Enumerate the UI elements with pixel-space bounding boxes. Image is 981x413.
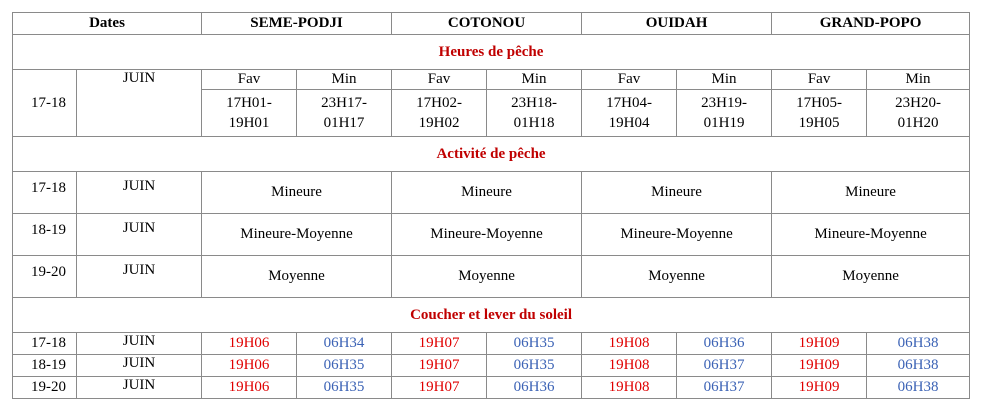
- section-activity-row: [13, 137, 970, 172]
- min-label: Min: [297, 70, 392, 90]
- min-hours-ouidah: 23H19- 01H19: [677, 90, 772, 137]
- activity-month: JUIN: [77, 214, 202, 256]
- fav-hours-cotonou: 17H02- 19H02: [392, 90, 487, 137]
- sunrise-ouidah: 06H36: [677, 333, 772, 355]
- section-sun-row: [13, 298, 970, 333]
- sun-date: 17-18: [13, 333, 77, 355]
- sun-month: JUIN: [77, 377, 202, 399]
- hours-month: JUIN: [77, 70, 202, 137]
- fav-min-row: [13, 70, 970, 90]
- activity-cotonou: Moyenne: [392, 256, 582, 298]
- activity-month: JUIN: [77, 172, 202, 214]
- sunset-seme-podji: 19H06: [202, 377, 297, 399]
- fav-hours-ouidah: 17H04- 19H04: [582, 90, 677, 137]
- section-title-hours: Heures de pêche: [13, 35, 970, 70]
- fav-label: Fav: [202, 70, 297, 90]
- section-hours-row: [13, 35, 970, 70]
- sunset-ouidah: 19H08: [582, 377, 677, 399]
- min-hours-cotonou: 23H18- 01H18: [487, 90, 582, 137]
- sun-row: [13, 333, 970, 355]
- activity-seme-podji: Moyenne: [202, 256, 392, 298]
- sunrise-cotonou: 06H35: [487, 355, 582, 377]
- sun-row: [13, 377, 970, 399]
- fishing-forecast-table: [12, 12, 970, 399]
- sunset-seme-podji: 19H06: [202, 355, 297, 377]
- sunset-ouidah: 19H08: [582, 333, 677, 355]
- header-dates: Dates: [13, 13, 202, 35]
- activity-grand-popo: Moyenne: [772, 256, 970, 298]
- sunrise-seme-podji: 06H35: [297, 355, 392, 377]
- activity-row: [13, 172, 970, 214]
- sunset-cotonou: 19H07: [392, 377, 487, 399]
- min-label: Min: [867, 70, 970, 90]
- sun-date: 19-20: [13, 377, 77, 399]
- sunrise-seme-podji: 06H35: [297, 377, 392, 399]
- header-city-seme-podji: SEME-PODJI: [202, 13, 392, 35]
- min-label: Min: [487, 70, 582, 90]
- activity-seme-podji: Mineure-Moyenne: [202, 214, 392, 256]
- hours-date: 17-18: [13, 70, 77, 137]
- sunset-cotonou: 19H07: [392, 355, 487, 377]
- sunrise-cotonou: 06H35: [487, 333, 582, 355]
- activity-cotonou: Mineure-Moyenne: [392, 214, 582, 256]
- min-label: Min: [677, 70, 772, 90]
- sunrise-grand-popo: 06H38: [867, 355, 970, 377]
- activity-cotonou: Mineure: [392, 172, 582, 214]
- sunrise-grand-popo: 06H38: [867, 333, 970, 355]
- sunset-cotonou: 19H07: [392, 333, 487, 355]
- sun-month: JUIN: [77, 355, 202, 377]
- activity-date: 19-20: [13, 256, 77, 298]
- fav-hours-grand-popo: 17H05- 19H05: [772, 90, 867, 137]
- sunset-ouidah: 19H08: [582, 355, 677, 377]
- fav-label: Fav: [582, 70, 677, 90]
- activity-date: 17-18: [13, 172, 77, 214]
- activity-ouidah: Mineure: [582, 172, 772, 214]
- fav-label: Fav: [772, 70, 867, 90]
- fav-label: Fav: [392, 70, 487, 90]
- sunrise-ouidah: 06H37: [677, 355, 772, 377]
- sunset-grand-popo: 19H09: [772, 377, 867, 399]
- header-city-grand-popo: GRAND-POPO: [772, 13, 970, 35]
- sun-date: 18-19: [13, 355, 77, 377]
- section-title-activity: Activité de pêche: [13, 137, 970, 172]
- activity-grand-popo: Mineure: [772, 172, 970, 214]
- header-city-cotonou: COTONOU: [392, 13, 582, 35]
- activity-row: [13, 214, 970, 256]
- sun-month: JUIN: [77, 333, 202, 355]
- activity-ouidah: Moyenne: [582, 256, 772, 298]
- header-city-ouidah: OUIDAH: [582, 13, 772, 35]
- sunset-grand-popo: 19H09: [772, 333, 867, 355]
- activity-row: [13, 256, 970, 298]
- sunset-grand-popo: 19H09: [772, 355, 867, 377]
- min-hours-grand-popo: 23H20- 01H20: [867, 90, 970, 137]
- activity-month: JUIN: [77, 256, 202, 298]
- activity-date: 18-19: [13, 214, 77, 256]
- sunrise-grand-popo: 06H38: [867, 377, 970, 399]
- activity-seme-podji: Mineure: [202, 172, 392, 214]
- activity-ouidah: Mineure-Moyenne: [582, 214, 772, 256]
- activity-grand-popo: Mineure-Moyenne: [772, 214, 970, 256]
- fav-hours-seme-podji: 17H01- 19H01: [202, 90, 297, 137]
- sunrise-ouidah: 06H37: [677, 377, 772, 399]
- header-row: [13, 13, 970, 35]
- sunrise-cotonou: 06H36: [487, 377, 582, 399]
- sunset-seme-podji: 19H06: [202, 333, 297, 355]
- sunrise-seme-podji: 06H34: [297, 333, 392, 355]
- min-hours-seme-podji: 23H17- 01H17: [297, 90, 392, 137]
- section-title-sun: Coucher et lever du soleil: [13, 298, 970, 333]
- sun-row: [13, 355, 970, 377]
